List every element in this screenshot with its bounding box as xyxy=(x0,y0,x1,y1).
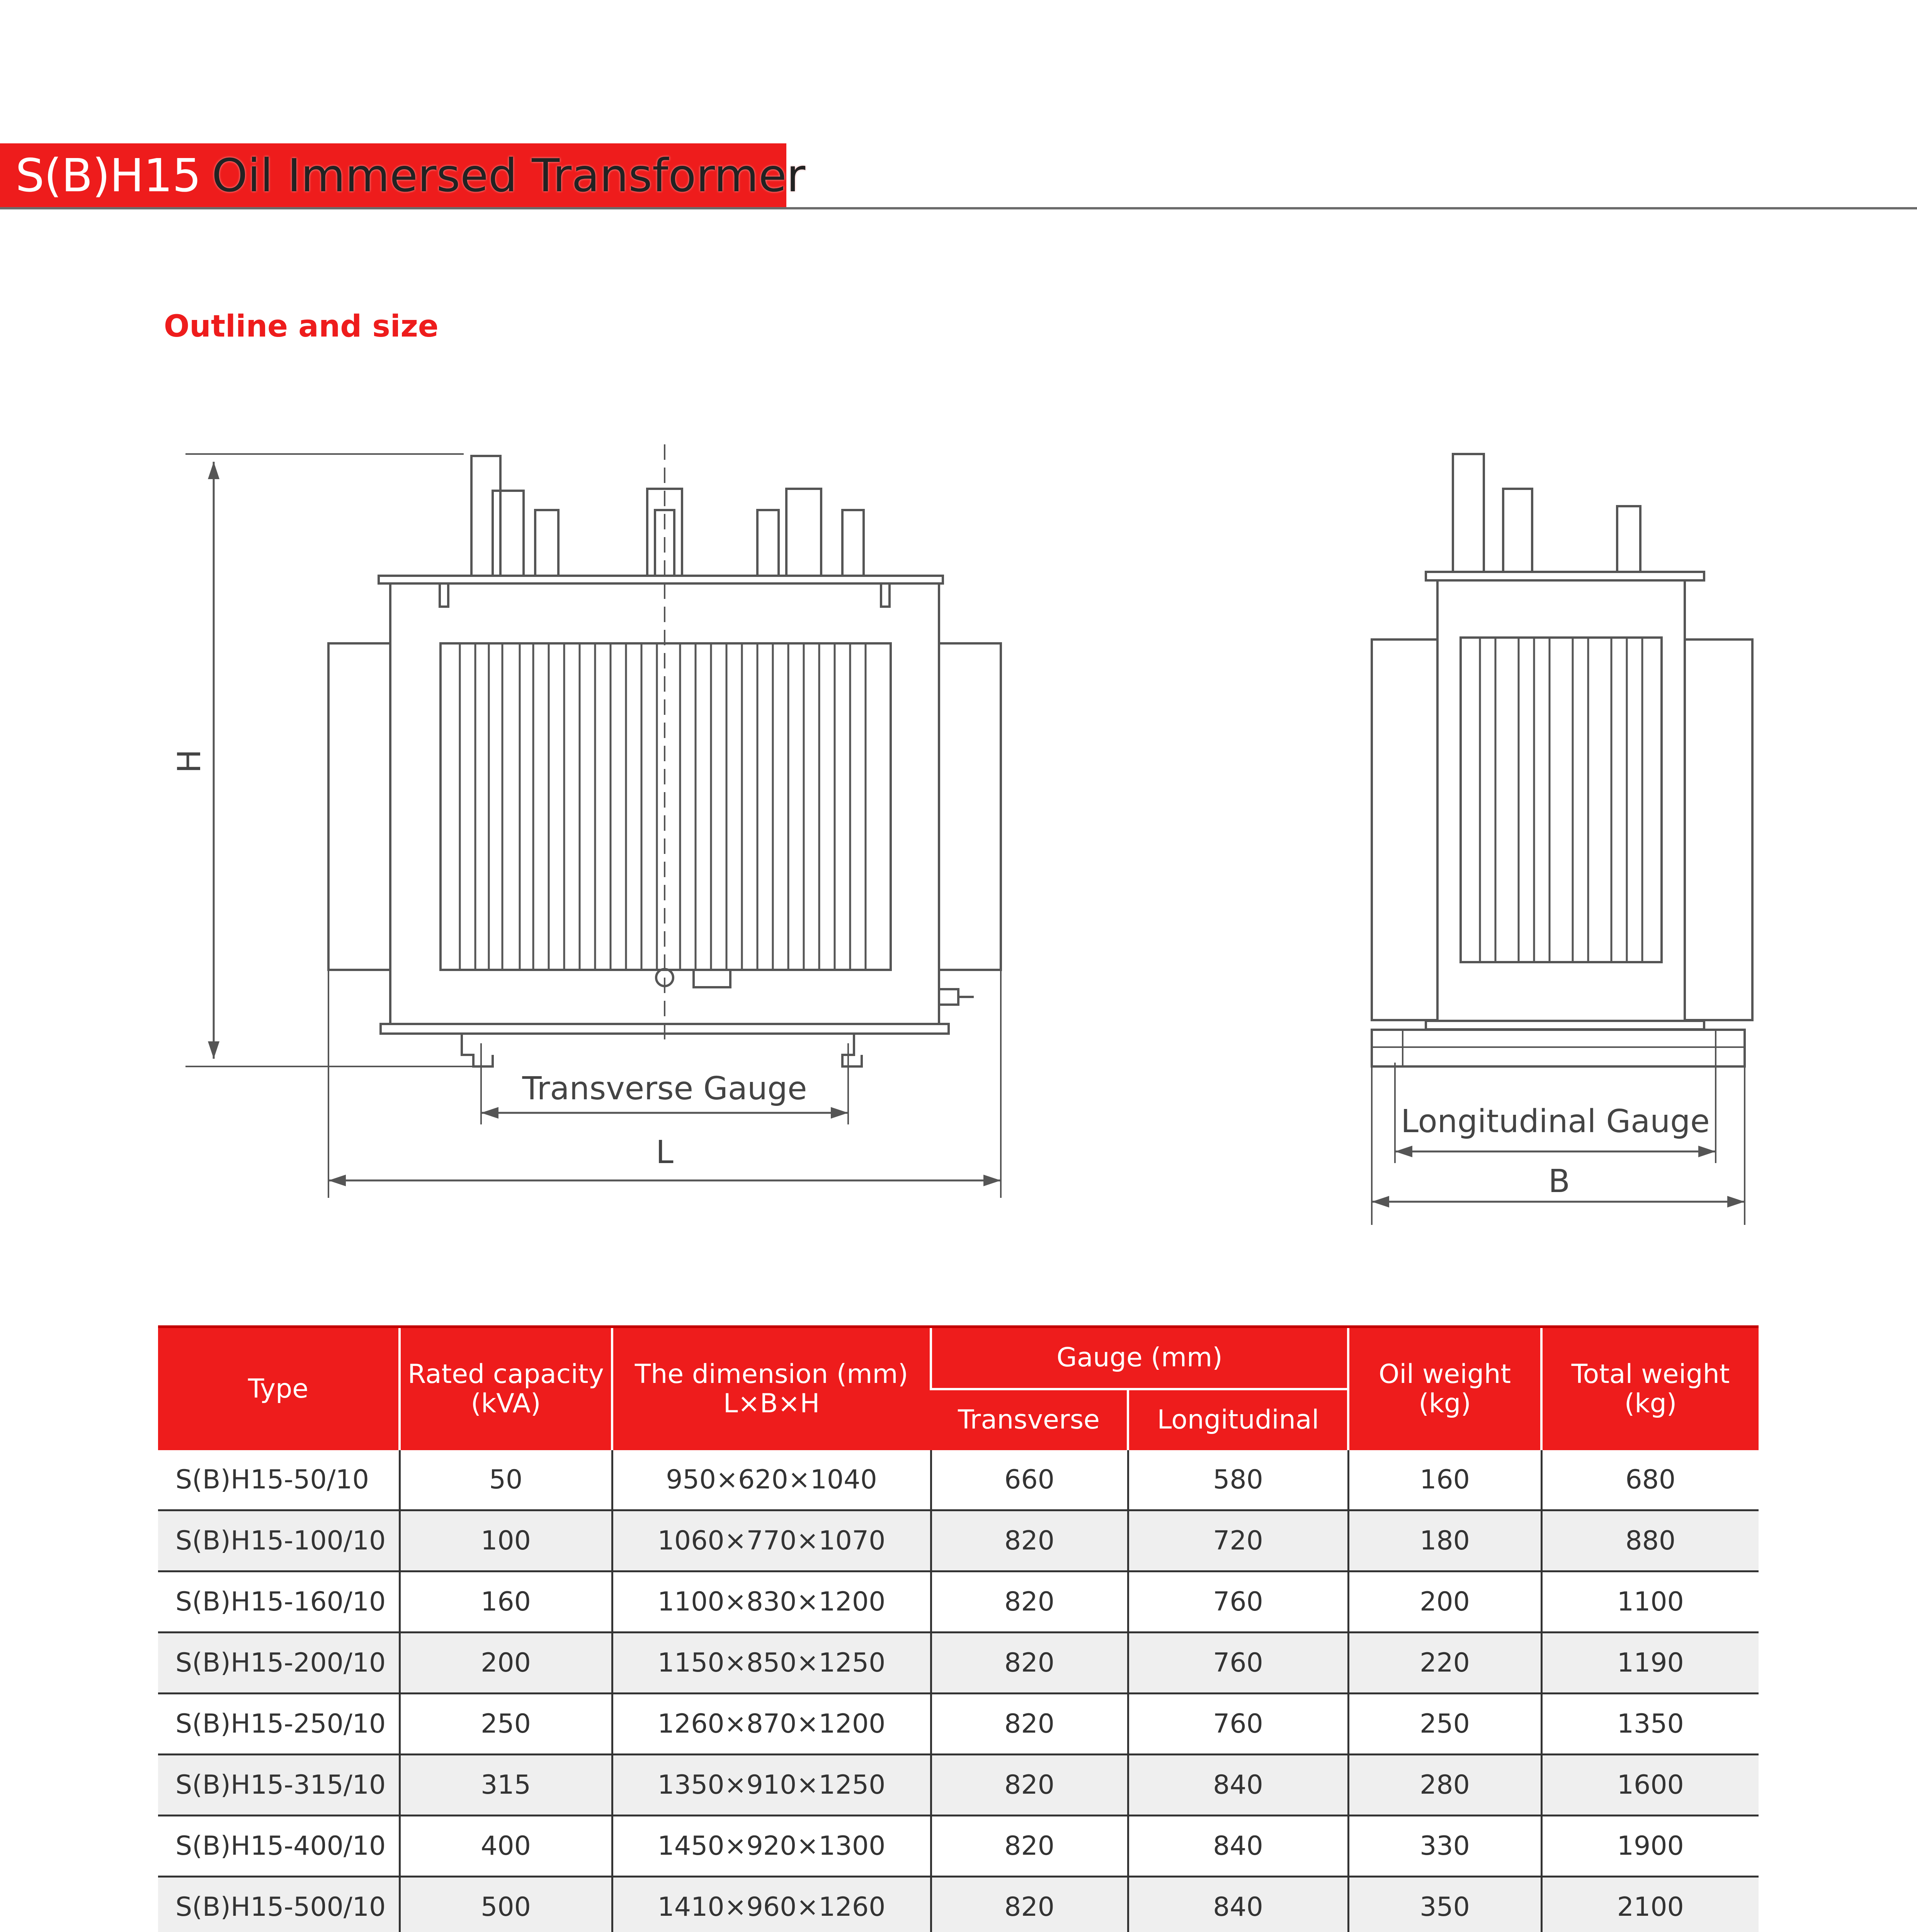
col-gauge: Gauge (mm) xyxy=(931,1328,1348,1389)
outline-drawing xyxy=(0,425,1917,1244)
product-name: Oil Immersed Transformer xyxy=(211,148,806,202)
table-row xyxy=(158,1510,1759,1571)
cell-capacity: 100 xyxy=(400,1510,612,1571)
cell-capacity: 50 xyxy=(400,1450,612,1510)
length-label: L xyxy=(656,1134,674,1171)
cell-transverse: 820 xyxy=(931,1755,1128,1816)
table-row xyxy=(158,1450,1759,1510)
cell-oil: 350 xyxy=(1348,1877,1541,1932)
table-row xyxy=(158,1694,1759,1755)
cell-total: 880 xyxy=(1541,1510,1759,1571)
cell-transverse: 820 xyxy=(931,1510,1128,1571)
table-row xyxy=(158,1816,1759,1877)
cell-longitudinal: 720 xyxy=(1128,1510,1348,1571)
cell-dimension: 1100×830×1200 xyxy=(612,1571,931,1633)
title-underline xyxy=(0,207,786,209)
height-label: H xyxy=(171,749,208,773)
cell-longitudinal: 760 xyxy=(1128,1694,1348,1755)
table-body xyxy=(158,1450,1759,1932)
cell-total: 1900 xyxy=(1541,1816,1759,1877)
cell-capacity: 500 xyxy=(400,1877,612,1932)
product-model: S(B)H15 xyxy=(15,148,201,202)
transverse-gauge-label: Transverse Gauge xyxy=(522,1070,807,1107)
cell-capacity: 250 xyxy=(400,1694,612,1755)
cell-total: 1100 xyxy=(1541,1571,1759,1633)
cell-capacity: 400 xyxy=(400,1816,612,1877)
width-label: B xyxy=(1548,1163,1570,1200)
cell-transverse: 820 xyxy=(931,1633,1128,1694)
cell-dimension: 1150×850×1250 xyxy=(612,1633,931,1694)
cell-type: S(B)H15-400/10 xyxy=(158,1816,400,1877)
cell-oil: 280 xyxy=(1348,1755,1541,1816)
cell-total: 680 xyxy=(1541,1450,1759,1510)
cell-dimension: 1450×920×1300 xyxy=(612,1816,931,1877)
col-transverse: Transverse xyxy=(931,1389,1128,1450)
cell-dimension: 1410×960×1260 xyxy=(612,1877,931,1932)
cell-dimension: 950×620×1040 xyxy=(612,1450,931,1510)
cell-total: 1190 xyxy=(1541,1633,1759,1694)
cell-dimension: 1060×770×1070 xyxy=(612,1510,931,1571)
cell-dimension: 1260×870×1200 xyxy=(612,1694,931,1755)
cell-longitudinal: 840 xyxy=(1128,1816,1348,1877)
cell-type: S(B)H15-200/10 xyxy=(158,1633,400,1694)
col-total-weight: Total weight (kg) xyxy=(1541,1328,1759,1450)
cell-type: S(B)H15-500/10 xyxy=(158,1877,400,1932)
longitudinal-gauge-label: Longitudinal Gauge xyxy=(1401,1103,1710,1140)
table-row xyxy=(158,1633,1759,1694)
cell-oil: 330 xyxy=(1348,1816,1541,1877)
cell-transverse: 820 xyxy=(931,1816,1128,1877)
title-banner xyxy=(0,143,806,207)
cell-transverse: 820 xyxy=(931,1877,1128,1932)
cell-type: S(B)H15-160/10 xyxy=(158,1571,400,1633)
col-rated-capacity: Rated capacity (kVA) xyxy=(400,1328,612,1450)
header-rule xyxy=(786,207,1917,209)
col-dimension: The dimension (mm) L×B×H xyxy=(612,1328,931,1450)
cell-total: 1600 xyxy=(1541,1755,1759,1816)
cell-capacity: 200 xyxy=(400,1633,612,1694)
cell-type: S(B)H15-315/10 xyxy=(158,1755,400,1816)
cell-transverse: 660 xyxy=(931,1450,1128,1510)
cell-total: 2100 xyxy=(1541,1877,1759,1932)
cell-longitudinal: 840 xyxy=(1128,1877,1348,1932)
cell-oil: 180 xyxy=(1348,1510,1541,1571)
cell-longitudinal: 580 xyxy=(1128,1450,1348,1510)
cell-transverse: 820 xyxy=(931,1694,1128,1755)
cell-longitudinal: 760 xyxy=(1128,1571,1348,1633)
col-type: Type xyxy=(158,1328,400,1450)
col-longitudinal: Longitudinal xyxy=(1128,1389,1348,1450)
cell-capacity: 315 xyxy=(400,1755,612,1816)
cell-type: S(B)H15-100/10 xyxy=(158,1510,400,1571)
cell-oil: 250 xyxy=(1348,1694,1541,1755)
section-heading: Outline and size xyxy=(164,309,439,344)
cell-dimension: 1350×910×1250 xyxy=(612,1755,931,1816)
cell-oil: 220 xyxy=(1348,1633,1541,1694)
spec-table xyxy=(158,1328,1759,1932)
cell-transverse: 820 xyxy=(931,1571,1128,1633)
cell-oil: 200 xyxy=(1348,1571,1541,1633)
cell-longitudinal: 760 xyxy=(1128,1633,1348,1694)
cell-total: 1350 xyxy=(1541,1694,1759,1755)
cell-longitudinal: 840 xyxy=(1128,1755,1348,1816)
cell-type: S(B)H15-50/10 xyxy=(158,1450,400,1510)
table-row xyxy=(158,1755,1759,1816)
col-oil-weight: Oil weight (kg) xyxy=(1348,1328,1541,1450)
table-header-row xyxy=(158,1328,1759,1389)
cell-capacity: 160 xyxy=(400,1571,612,1633)
cell-oil: 160 xyxy=(1348,1450,1541,1510)
table-row xyxy=(158,1571,1759,1633)
table-row xyxy=(158,1877,1759,1932)
cell-type: S(B)H15-250/10 xyxy=(158,1694,400,1755)
